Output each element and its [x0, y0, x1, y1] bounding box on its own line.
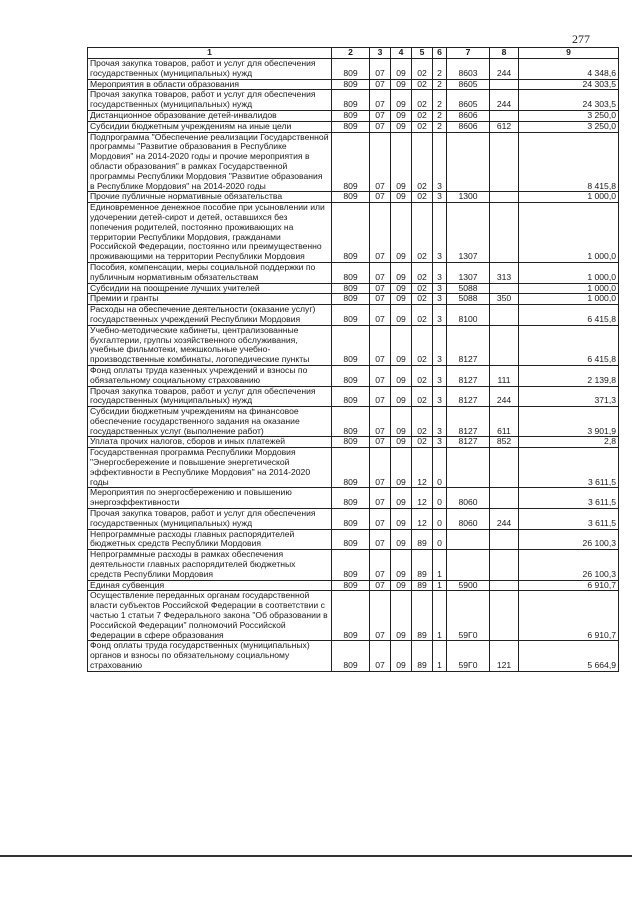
page-number: 277	[572, 32, 590, 46]
code-cell: 3	[433, 192, 447, 203]
code-cell: 3	[433, 386, 447, 407]
code-cell: 5900	[447, 580, 490, 591]
column-header: 1	[88, 48, 332, 59]
code-cell: 12	[412, 509, 433, 530]
row-name-cell: Расходы на обеспечение деятельности (оказание услуг) государственных учреждений Республики Мордовия	[88, 305, 332, 326]
code-cell: 09	[391, 305, 412, 326]
amount-cell: 3 611,5	[519, 448, 619, 488]
table-row	[88, 386, 619, 407]
code-cell: 02	[412, 79, 433, 90]
code-cell: 09	[391, 203, 412, 263]
code-cell: 5088	[447, 283, 490, 294]
code-cell: 8603	[447, 59, 490, 80]
code-cell: 07	[370, 407, 391, 437]
code-cell: 02	[412, 437, 433, 448]
code-cell: 809	[332, 121, 370, 132]
table-row	[88, 192, 619, 203]
code-cell: 8127	[447, 325, 490, 365]
code-cell	[490, 110, 519, 121]
code-cell: 07	[370, 509, 391, 530]
column-header: 6	[433, 48, 447, 59]
code-cell: 02	[412, 283, 433, 294]
code-cell: 809	[332, 488, 370, 509]
row-name-cell: Фонд оплаты труда государственных (муниципальных) органов и взносы по обязательному социальному страхованию	[88, 641, 332, 671]
row-name-cell: Учебно-методические кабинеты, централизованные бухгалтерии, группы хозяйственного обслуживания, учебные фильмотеки, межшкольные учебно-производственные комбинаты, логопедические пункты	[88, 325, 332, 365]
amount-cell: 6 415,8	[519, 305, 619, 326]
code-cell: 8606	[447, 110, 490, 121]
amount-cell: 1 000,0	[519, 283, 619, 294]
amount-cell: 1 000,0	[519, 192, 619, 203]
amount-cell: 3 901,9	[519, 407, 619, 437]
code-cell	[490, 550, 519, 580]
row-name-cell: Осуществление переданных органам государственной власти субъектов Российской Федерации в соответствии с частью 1 статьи 7 Федерального закона "Об образовании в Российской Федерации" полномочий Российской Федерации в сфере образования	[88, 591, 332, 641]
budget-table	[87, 47, 619, 672]
code-cell: 8100	[447, 305, 490, 326]
code-cell: 3	[433, 305, 447, 326]
code-cell: 12	[412, 448, 433, 488]
table-row	[88, 580, 619, 591]
table-row	[88, 407, 619, 437]
code-cell: 09	[391, 262, 412, 283]
code-cell: 07	[370, 203, 391, 263]
code-cell: 809	[332, 283, 370, 294]
code-cell: 313	[490, 262, 519, 283]
code-cell: 07	[370, 262, 391, 283]
code-cell: 09	[391, 488, 412, 509]
row-name-cell: Непрограммные расходы в рамках обеспечения деятельности главных распорядителей бюджетных средств Республики Мордовия	[88, 550, 332, 580]
code-cell: 809	[332, 407, 370, 437]
table-row	[88, 437, 619, 448]
table-row	[88, 641, 619, 671]
code-cell: 07	[370, 550, 391, 580]
code-cell: 02	[412, 121, 433, 132]
code-cell: 02	[412, 203, 433, 263]
code-cell: 09	[391, 192, 412, 203]
code-cell: 0	[433, 529, 447, 550]
code-cell: 3	[433, 325, 447, 365]
amount-cell: 2,8	[519, 437, 619, 448]
code-cell: 09	[391, 407, 412, 437]
table-row	[88, 509, 619, 530]
code-cell	[490, 305, 519, 326]
table-row	[88, 90, 619, 111]
row-name-cell: Мероприятия в области образования	[88, 79, 332, 90]
code-cell: 89	[412, 550, 433, 580]
table-row	[88, 591, 619, 641]
code-cell: 07	[370, 79, 391, 90]
code-cell	[490, 79, 519, 90]
code-cell: 8127	[447, 437, 490, 448]
code-cell: 111	[490, 365, 519, 386]
row-name-cell: Уплата прочих налогов, сборов и иных платежей	[88, 437, 332, 448]
code-cell: 07	[370, 591, 391, 641]
code-cell: 02	[412, 294, 433, 305]
code-cell: 09	[391, 110, 412, 121]
column-header: 9	[519, 48, 619, 59]
code-cell: 02	[412, 59, 433, 80]
code-cell	[490, 488, 519, 509]
code-cell	[490, 591, 519, 641]
code-cell	[490, 132, 519, 192]
amount-cell: 3 611,5	[519, 509, 619, 530]
amount-cell: 6 910,7	[519, 580, 619, 591]
code-cell: 809	[332, 365, 370, 386]
code-cell: 07	[370, 529, 391, 550]
code-cell	[490, 580, 519, 591]
code-cell: 0	[433, 448, 447, 488]
code-cell: 07	[370, 641, 391, 671]
amount-cell: 24 303,5	[519, 79, 619, 90]
row-name-cell: Мероприятия по энергосбережению и повышению энергоэффективности	[88, 488, 332, 509]
amount-cell: 5 664,9	[519, 641, 619, 671]
row-name-cell: Подпрограмма "Обеспечение реализации Государственной программы "Развитие образования в Республике Мордовия" на 2014-2020 годы и прочие мероприятия в области образования" в рамках Государственной программы Республики Мордовия "Развитие образования в Республике Мордовия" на 2014-2020 годы	[88, 132, 332, 192]
amount-cell: 371,3	[519, 386, 619, 407]
code-cell: 809	[332, 437, 370, 448]
code-cell: 89	[412, 580, 433, 591]
code-cell: 3	[433, 132, 447, 192]
table-row	[88, 529, 619, 550]
code-cell: 02	[412, 262, 433, 283]
code-cell: 07	[370, 283, 391, 294]
code-cell: 09	[391, 580, 412, 591]
code-cell: 2	[433, 110, 447, 121]
code-cell: 809	[332, 305, 370, 326]
code-cell: 1	[433, 641, 447, 671]
code-cell: 809	[332, 132, 370, 192]
amount-cell: 4 348,6	[519, 59, 619, 80]
code-cell: 350	[490, 294, 519, 305]
row-name-cell: Непрограммные расходы главных распорядителей бюджетных средств Республики Мордовия	[88, 529, 332, 550]
code-cell: 3	[433, 407, 447, 437]
table-row	[88, 110, 619, 121]
row-name-cell: Единовременное денежное пособие при усыновлении или удочерении детей-сирот и детей, оставшихся без попечения родителей, постоянно проживающих на территории Республики Мордовия, гражданами Российской Федерации, постоянно или преимущественно проживающими на территории Республики Мордовия	[88, 203, 332, 263]
amount-cell: 8 415,8	[519, 132, 619, 192]
code-cell: 3	[433, 294, 447, 305]
code-cell: 09	[391, 132, 412, 192]
code-cell: 02	[412, 365, 433, 386]
code-cell: 3	[433, 283, 447, 294]
code-cell: 809	[332, 550, 370, 580]
code-cell: 09	[391, 294, 412, 305]
column-header: 2	[332, 48, 370, 59]
table-body	[88, 59, 619, 672]
code-cell	[490, 192, 519, 203]
amount-cell: 3 250,0	[519, 110, 619, 121]
table-row	[88, 79, 619, 90]
code-cell: 07	[370, 110, 391, 121]
code-cell: 809	[332, 325, 370, 365]
code-cell: 09	[391, 283, 412, 294]
table-row	[88, 294, 619, 305]
amount-cell: 1 000,0	[519, 262, 619, 283]
code-cell: 07	[370, 192, 391, 203]
code-cell: 244	[490, 90, 519, 111]
code-cell: 07	[370, 580, 391, 591]
code-cell: 09	[391, 59, 412, 80]
code-cell: 244	[490, 386, 519, 407]
code-cell: 09	[391, 641, 412, 671]
table-row	[88, 283, 619, 294]
code-cell: 3	[433, 203, 447, 263]
row-name-cell: Прочая закупка товаров, работ и услуг для обеспечения государственных (муниципальных) нужд	[88, 59, 332, 80]
code-cell: 1307	[447, 203, 490, 263]
code-cell: 852	[490, 437, 519, 448]
code-cell: 07	[370, 59, 391, 80]
column-header: 4	[391, 48, 412, 59]
code-cell: 02	[412, 386, 433, 407]
code-cell: 8127	[447, 407, 490, 437]
code-cell: 02	[412, 407, 433, 437]
amount-cell: 3 250,0	[519, 121, 619, 132]
amount-cell: 26 100,3	[519, 529, 619, 550]
code-cell: 3	[433, 437, 447, 448]
column-header: 8	[490, 48, 519, 59]
code-cell	[447, 448, 490, 488]
code-cell: 3	[433, 365, 447, 386]
code-cell: 0	[433, 488, 447, 509]
code-cell: 8605	[447, 79, 490, 90]
row-name-cell: Прочие публичные нормативные обязательства	[88, 192, 332, 203]
code-cell: 0	[433, 509, 447, 530]
code-cell: 8605	[447, 90, 490, 111]
code-cell: 07	[370, 121, 391, 132]
code-cell: 02	[412, 90, 433, 111]
header-row	[88, 48, 619, 59]
code-cell: 07	[370, 448, 391, 488]
code-cell: 809	[332, 110, 370, 121]
code-cell: 59Г0	[447, 591, 490, 641]
table-row	[88, 365, 619, 386]
code-cell: 09	[391, 325, 412, 365]
amount-cell: 6 910,7	[519, 591, 619, 641]
code-cell: 89	[412, 529, 433, 550]
code-cell: 8127	[447, 365, 490, 386]
table-row	[88, 132, 619, 192]
code-cell: 809	[332, 90, 370, 111]
row-name-cell: Дистанционное образование детей-инвалидов	[88, 110, 332, 121]
code-cell: 09	[391, 365, 412, 386]
row-name-cell: Субсидии бюджетным учреждениям на финансовое обеспечение государственного задания на оказание государственных услуг (выполнение работ)	[88, 407, 332, 437]
code-cell: 809	[332, 529, 370, 550]
code-cell: 89	[412, 591, 433, 641]
code-cell: 07	[370, 325, 391, 365]
table-row	[88, 448, 619, 488]
amount-cell: 6 415,8	[519, 325, 619, 365]
code-cell: 244	[490, 59, 519, 80]
code-cell: 07	[370, 305, 391, 326]
code-cell: 8060	[447, 509, 490, 530]
table-row	[88, 325, 619, 365]
code-cell	[490, 325, 519, 365]
row-name-cell: Премии и гранты	[88, 294, 332, 305]
code-cell: 612	[490, 121, 519, 132]
row-name-cell: Пособия, компенсации, меры социальной поддержки по публичным нормативным обязательствам	[88, 262, 332, 283]
code-cell: 809	[332, 509, 370, 530]
code-cell: 1	[433, 580, 447, 591]
code-cell: 12	[412, 488, 433, 509]
row-name-cell: Фонд оплаты труда казенных учреждений и взносы по обязательному социальному страхованию	[88, 365, 332, 386]
code-cell	[490, 283, 519, 294]
code-cell: 1	[433, 591, 447, 641]
code-cell: 02	[412, 132, 433, 192]
code-cell: 07	[370, 386, 391, 407]
code-cell: 809	[332, 386, 370, 407]
code-cell: 8127	[447, 386, 490, 407]
code-cell: 5088	[447, 294, 490, 305]
amount-cell: 1 000,0	[519, 294, 619, 305]
table-row	[88, 550, 619, 580]
code-cell: 809	[332, 192, 370, 203]
code-cell: 244	[490, 509, 519, 530]
row-name-cell: Прочая закупка товаров, работ и услуг для обеспечения государственных (муниципальных) нужд	[88, 386, 332, 407]
column-header: 7	[447, 48, 490, 59]
code-cell	[447, 529, 490, 550]
code-cell: 809	[332, 262, 370, 283]
amount-cell: 26 100,3	[519, 550, 619, 580]
code-cell: 09	[391, 386, 412, 407]
code-cell: 809	[332, 448, 370, 488]
code-cell	[490, 529, 519, 550]
amount-cell: 2 139,8	[519, 365, 619, 386]
code-cell: 809	[332, 203, 370, 263]
code-cell: 09	[391, 90, 412, 111]
code-cell: 07	[370, 365, 391, 386]
row-name-cell: Прочая закупка товаров, работ и услуг для обеспечения государственных (муниципальных) нужд	[88, 509, 332, 530]
table-row	[88, 262, 619, 283]
column-header: 5	[412, 48, 433, 59]
code-cell: 809	[332, 59, 370, 80]
table-row	[88, 59, 619, 80]
code-cell: 07	[370, 294, 391, 305]
code-cell: 8606	[447, 121, 490, 132]
code-cell: 809	[332, 294, 370, 305]
code-cell: 07	[370, 132, 391, 192]
row-name-cell: Субсидии на поощрение лучших учителей	[88, 283, 332, 294]
code-cell: 09	[391, 509, 412, 530]
code-cell: 1300	[447, 192, 490, 203]
code-cell: 2	[433, 79, 447, 90]
code-cell: 809	[332, 580, 370, 591]
row-name-cell: Прочая закупка товаров, работ и услуг для обеспечения государственных (муниципальных) нужд	[88, 90, 332, 111]
code-cell: 09	[391, 79, 412, 90]
code-cell: 02	[412, 305, 433, 326]
code-cell: 07	[370, 488, 391, 509]
row-name-cell: Субсидии бюджетным учреждениям на иные цели	[88, 121, 332, 132]
code-cell: 2	[433, 90, 447, 111]
row-name-cell: Единая субвенция	[88, 580, 332, 591]
row-name-cell: Государственная программа Республики Мордовия "Энергосбережение и повышение энергетической эффективности в Республике Мордовия" на 2014-2020 годы	[88, 448, 332, 488]
amount-cell: 24 303,5	[519, 90, 619, 111]
code-cell: 09	[391, 448, 412, 488]
code-cell: 09	[391, 529, 412, 550]
column-header: 3	[370, 48, 391, 59]
code-cell: 09	[391, 121, 412, 132]
code-cell: 02	[412, 192, 433, 203]
amount-cell: 1 000,0	[519, 203, 619, 263]
table-row	[88, 203, 619, 263]
table-row	[88, 121, 619, 132]
code-cell: 89	[412, 641, 433, 671]
code-cell: 59Г0	[447, 641, 490, 671]
code-cell	[447, 132, 490, 192]
code-cell: 07	[370, 437, 391, 448]
code-cell: 02	[412, 325, 433, 365]
code-cell: 809	[332, 591, 370, 641]
amount-cell: 3 611,5	[519, 488, 619, 509]
table-row	[88, 488, 619, 509]
code-cell: 09	[391, 437, 412, 448]
code-cell: 09	[391, 591, 412, 641]
code-cell: 1307	[447, 262, 490, 283]
code-cell: 2	[433, 59, 447, 80]
code-cell: 1	[433, 550, 447, 580]
code-cell: 809	[332, 79, 370, 90]
code-cell	[490, 448, 519, 488]
code-cell: 3	[433, 262, 447, 283]
code-cell	[490, 203, 519, 263]
table-row	[88, 305, 619, 326]
code-cell: 8060	[447, 488, 490, 509]
code-cell: 809	[332, 641, 370, 671]
code-cell: 09	[391, 550, 412, 580]
code-cell: 611	[490, 407, 519, 437]
code-cell: 02	[412, 110, 433, 121]
code-cell	[447, 550, 490, 580]
code-cell: 07	[370, 90, 391, 111]
code-cell: 2	[433, 121, 447, 132]
code-cell: 121	[490, 641, 519, 671]
bottom-divider	[0, 855, 632, 857]
